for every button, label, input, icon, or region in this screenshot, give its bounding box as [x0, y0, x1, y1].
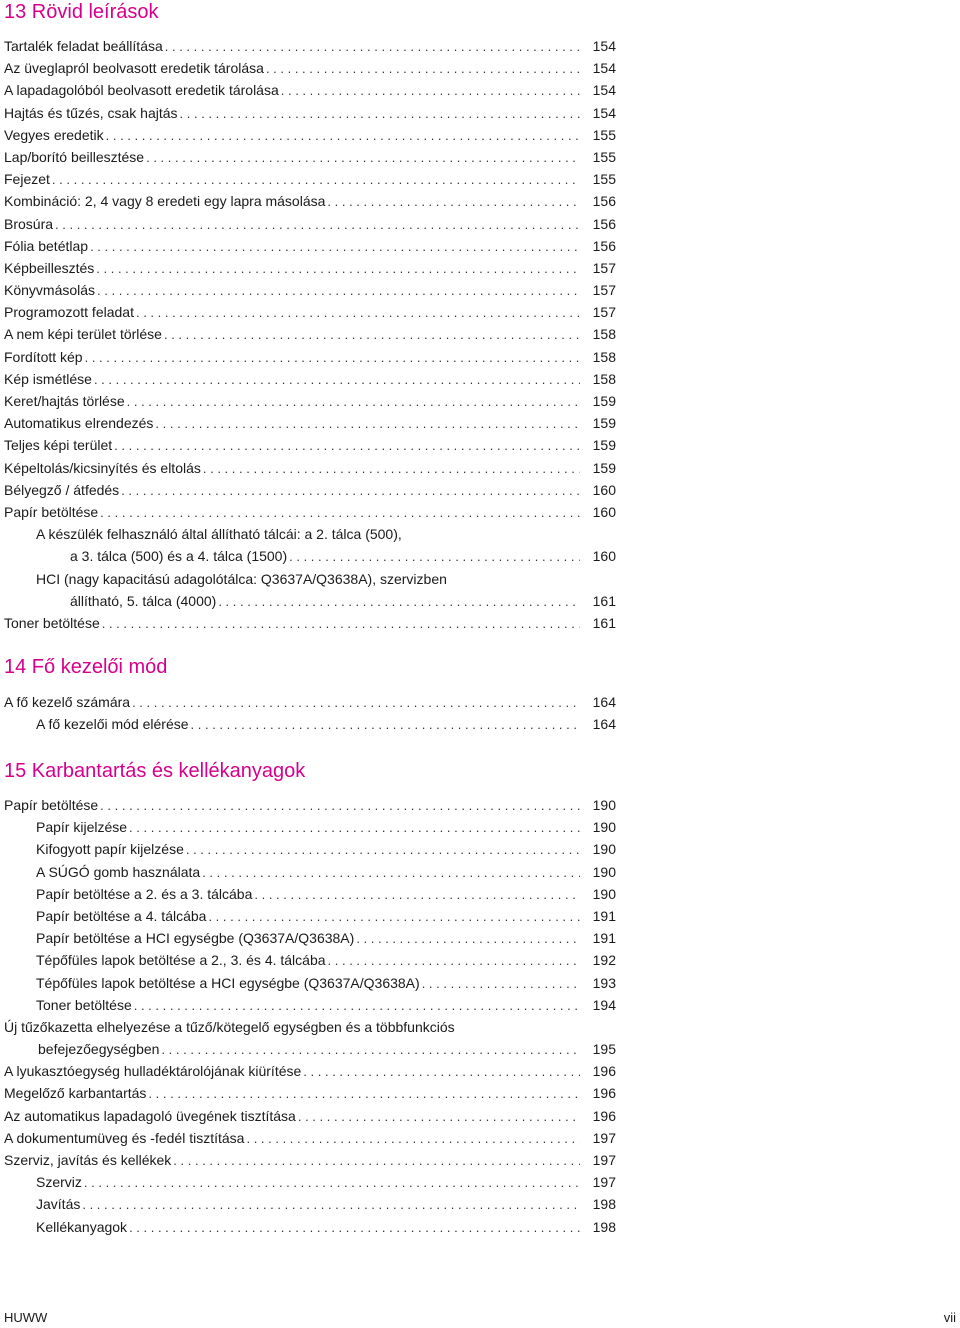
chapter-title-13: 13 Rövid leírások [4, 1, 159, 23]
dot-leader [161, 1039, 580, 1061]
toc-entry-page: 191 [592, 930, 616, 947]
chapter-title-14: 14 Fő kezelői mód [4, 656, 168, 678]
toc-entry-label: Papír betöltése a 2. és a 3. tálcába [36, 885, 253, 902]
toc-entry-page: 161 [592, 592, 616, 609]
toc-entry[interactable] [0, 1016, 620, 1060]
toc-entry-page: 158 [592, 370, 616, 387]
toc-entry-label: Programozott feladat [4, 304, 134, 321]
toc-entry-page: 192 [592, 952, 616, 969]
dot-leader [82, 1194, 580, 1216]
toc-entry-label: Keret/hajtás törlése [4, 393, 125, 409]
toc-entry-label: A lyukasztóegység hulladéktárolójának kiürítése [4, 1063, 302, 1080]
dot-leader [173, 1150, 580, 1172]
toc-entry-page: 198 [592, 1196, 616, 1213]
toc-entry-label: Javítás [36, 1196, 81, 1213]
toc-entry[interactable] [0, 883, 620, 905]
dot-leader [327, 191, 580, 213]
toc-entry-label: A lapadagolóból beolvasott eredetik tárolása [4, 82, 279, 99]
toc-entry-label: Vegyes eredetik [4, 126, 104, 143]
dot-leader [164, 324, 580, 346]
toc-entry[interactable] [0, 1171, 620, 1193]
dot-leader [84, 1172, 580, 1194]
toc-entry-page: 159 [592, 393, 616, 409]
toc-list-13 [0, 35, 620, 634]
toc-entry[interactable] [0, 1149, 620, 1171]
toc-entry-label: Kép ismétlése [4, 370, 92, 387]
toc-entry[interactable] [0, 972, 620, 994]
toc-entry-label: A SÚGÓ gomb használata [36, 863, 201, 880]
toc-entry[interactable] [0, 949, 620, 971]
dot-leader [281, 80, 580, 102]
toc-entry-page: 190 [592, 797, 616, 813]
toc-entry-label: Kellékanyagok [36, 1218, 128, 1235]
toc-entry-page: 190 [592, 819, 616, 836]
toc-entry[interactable] [0, 1060, 620, 1082]
toc-entry-page: 154 [592, 60, 616, 77]
toc-entry[interactable] [0, 457, 620, 479]
toc-entry[interactable] [0, 168, 620, 190]
dot-leader [266, 58, 580, 80]
toc-entry[interactable] [0, 368, 620, 390]
toc-entry-page: 157 [592, 304, 616, 321]
toc-entry-label: Papír betöltése [4, 797, 99, 813]
dot-leader [129, 817, 580, 839]
toc-list-15 [0, 794, 620, 1238]
toc-entry-label: Papír betöltése a 4. tálcába [36, 907, 207, 924]
dot-leader [146, 147, 580, 169]
toc-entry[interactable] [0, 146, 620, 168]
dot-leader [186, 839, 580, 861]
toc-entry-label: Szerviz [36, 1174, 82, 1191]
toc-entry-label-continuation: befejezőegységben [38, 1041, 160, 1058]
dot-leader [96, 258, 580, 280]
dot-leader [134, 995, 580, 1017]
toc-entry-page: 197 [592, 1152, 616, 1169]
toc-entry[interactable] [0, 568, 620, 612]
toc-entry-label: Könyvmásolás [4, 282, 96, 299]
dot-leader [97, 280, 580, 302]
toc-entry-label: Toner betöltése [36, 996, 132, 1013]
toc-entry[interactable] [0, 612, 620, 634]
toc-entry-page: 158 [592, 348, 616, 365]
toc-entry[interactable] [0, 479, 620, 501]
toc-entry[interactable] [0, 1082, 620, 1104]
toc-entry-page: 197 [592, 1129, 616, 1146]
toc-entry-page: 154 [592, 82, 616, 99]
toc-entry-label-continuation: állítható, 5. tálca (4000) [70, 592, 217, 609]
dot-leader [289, 546, 580, 568]
toc-entry-page: 155 [592, 126, 616, 143]
toc-entry[interactable] [0, 79, 620, 101]
dot-leader [208, 906, 580, 928]
dot-leader [356, 928, 580, 950]
toc-entry-label: Tépőfüles lapok betöltése a 2., 3. és 4. tálcába [36, 952, 326, 969]
dot-leader [136, 302, 580, 324]
dot-leader [52, 169, 580, 191]
toc-entry-label: HCI (nagy kapacitású adagolótálca: Q3637A/Q3638A), szervizben [36, 570, 447, 587]
dot-leader [303, 1061, 580, 1083]
dot-leader [94, 369, 580, 391]
toc-entry[interactable] [0, 124, 620, 146]
toc-entry[interactable] [0, 434, 620, 456]
toc-entry-label: Lap/borító beillesztése [4, 148, 145, 165]
toc-entry-label: Tartalék feladat beállítása [4, 38, 163, 54]
dot-leader [328, 950, 580, 972]
toc-entry-label: A fő kezelő számára [4, 694, 131, 710]
toc-entry-page: 194 [592, 996, 616, 1013]
toc-entry-label: Brosúra [4, 215, 54, 232]
toc-entry-label: Hajtás és tűzés, csak hajtás [4, 104, 178, 121]
dot-leader [298, 1106, 580, 1128]
toc-entry-label: Megelőző karbantartás [4, 1085, 147, 1102]
toc-entry[interactable] [0, 927, 620, 949]
dot-leader [155, 413, 580, 435]
toc-entry-label: Új tűzőkazetta elhelyezése a tűző/kötegelő egységben és a többfunkciós [4, 1018, 455, 1035]
dot-leader [127, 391, 580, 413]
toc-entry-page: 159 [592, 459, 616, 476]
toc-entry-label: Szerviz, javítás és kellékek [4, 1152, 172, 1169]
toc-entry[interactable] [0, 390, 620, 412]
toc-entry-label: Fólia betétlap [4, 237, 89, 254]
toc-entry[interactable] [0, 994, 620, 1016]
toc-entry[interactable] [0, 905, 620, 927]
toc-entry-page: 159 [592, 437, 616, 454]
toc-entry[interactable] [0, 1105, 620, 1127]
toc-entry-page: 193 [592, 974, 616, 991]
toc-entry[interactable] [0, 346, 620, 368]
toc-entry-label: Teljes képi terület [4, 437, 113, 454]
dot-leader [254, 884, 580, 906]
toc-entry-page: 191 [592, 907, 616, 924]
toc-entry-page: 160 [592, 503, 616, 520]
dot-leader [102, 613, 580, 635]
toc-entry-label: A dokumentumüveg és -fedél tisztítása [4, 1129, 245, 1146]
dot-leader [203, 458, 580, 480]
dot-leader [180, 103, 580, 125]
toc-entry[interactable] [0, 57, 620, 79]
toc-entry[interactable] [0, 235, 620, 257]
toc-entry[interactable] [0, 35, 620, 57]
toc-entry[interactable] [0, 1193, 620, 1215]
toc-entry[interactable] [0, 861, 620, 883]
toc-entry-page: 196 [592, 1107, 616, 1124]
dot-leader [55, 214, 580, 236]
dot-leader [218, 591, 580, 613]
dot-leader [191, 714, 580, 736]
toc-entry-page: 197 [592, 1174, 616, 1191]
dot-leader [90, 236, 580, 258]
toc-entry-label: Az automatikus lapadagoló üvegének tisztítása [4, 1107, 296, 1124]
dot-leader [129, 1217, 580, 1239]
dot-leader [121, 480, 580, 502]
dot-leader [100, 795, 580, 817]
toc-entry-label: Tépőfüles lapok betöltése a HCI egységbe (Q3637A/Q3638A) [36, 974, 420, 991]
toc-entry[interactable] [0, 523, 620, 567]
dot-leader [85, 347, 580, 369]
toc-entry-label: Bélyegző / átfedés [4, 481, 120, 498]
toc-entry-label: Papír kijelzése [36, 819, 128, 836]
chapter-title-15: 15 Karbantartás és kellékanyagok [4, 760, 306, 782]
toc-entry-page: 156 [592, 193, 616, 210]
toc-entry-page: 156 [592, 237, 616, 254]
toc-entry-label: Képeltolás/kicsinyítés és eltolás [4, 459, 201, 476]
toc-entry-page: 196 [592, 1063, 616, 1080]
dot-leader [202, 862, 580, 884]
toc-entry-label: A készülék felhasználó által állítható tálcái: a 2. tálca (500), [36, 526, 402, 543]
toc-entry-label: A nem képi terület törlése [4, 326, 162, 343]
toc-entry-label: A fő kezelői mód elérése [36, 716, 189, 733]
toc-entry-page: 164 [592, 694, 616, 710]
toc-entry-label: Fordított kép [4, 348, 83, 365]
dot-leader [106, 125, 580, 147]
toc-entry[interactable] [0, 816, 620, 838]
toc-entry[interactable] [0, 501, 620, 523]
toc-entry-label: Toner betöltése [4, 614, 100, 631]
dot-leader [165, 36, 580, 58]
toc-entry-label: Papír betöltése [4, 503, 99, 520]
toc-entry-page: 198 [592, 1218, 616, 1235]
toc-entry-page: 164 [592, 716, 616, 733]
toc-entry[interactable] [0, 691, 620, 713]
toc-entry-page: 157 [592, 259, 616, 276]
dot-leader [246, 1128, 580, 1150]
dot-leader [422, 973, 580, 995]
toc-entry-page: 190 [592, 885, 616, 902]
toc-entry-page: 161 [592, 614, 616, 631]
dot-leader [148, 1083, 580, 1105]
toc-entry-page: 190 [592, 841, 616, 858]
toc-entry-page: 160 [592, 548, 616, 565]
toc-entry-label: Az üveglapról beolvasott eredetik tárolása [4, 60, 264, 77]
dot-leader [114, 435, 580, 457]
toc-entry[interactable] [0, 838, 620, 860]
toc-entry[interactable] [0, 713, 620, 735]
toc-entry-label: Automatikus elrendezés [4, 415, 154, 432]
toc-entry[interactable] [0, 1216, 620, 1238]
toc-entry-page: 196 [592, 1085, 616, 1102]
toc-entry[interactable] [0, 213, 620, 235]
dot-leader [132, 692, 580, 714]
toc-entry-page: 156 [592, 215, 616, 232]
toc-entry-label: Kifogyott papír kijelzése [36, 841, 184, 858]
toc-entry[interactable] [0, 1127, 620, 1149]
dot-leader [100, 502, 580, 524]
toc-entry-page: 195 [592, 1041, 616, 1058]
footer-left-label: HUWW [4, 1310, 48, 1325]
toc-entry-label: Kombináció: 2, 4 vagy 8 eredeti egy lapra másolása [4, 193, 326, 210]
toc-entry-page: 190 [592, 863, 616, 880]
toc-entry-page: 154 [592, 104, 616, 121]
toc-entry[interactable] [0, 301, 620, 323]
toc-entry-label: Képbeillesztés [4, 259, 95, 276]
toc-entry[interactable] [0, 190, 620, 212]
toc-entry[interactable] [0, 323, 620, 345]
toc-entry-page: 155 [592, 171, 616, 188]
toc-entry-label: Fejezet [4, 171, 50, 188]
toc-entry-page: 158 [592, 326, 616, 343]
toc-entry-page: 159 [592, 415, 616, 432]
toc-list-14 [0, 691, 620, 735]
toc-entry[interactable] [0, 257, 620, 279]
toc-entry-label-continuation: a 3. tálca (500) és a 4. tálca (1500) [70, 548, 288, 565]
toc-entry-page: 155 [592, 148, 616, 165]
toc-entry-page: 157 [592, 282, 616, 299]
toc-entry-page: 160 [592, 481, 616, 498]
toc-entry-label: Papír betöltése a HCI egységbe (Q3637A/Q3638A) [36, 930, 355, 947]
toc-entry[interactable] [0, 279, 620, 301]
toc-entry-page: 154 [592, 38, 616, 54]
toc-entry[interactable] [0, 794, 620, 816]
footer-page-number: vii [943, 1310, 956, 1325]
toc-entry[interactable] [0, 412, 620, 434]
toc-entry[interactable] [0, 102, 620, 124]
